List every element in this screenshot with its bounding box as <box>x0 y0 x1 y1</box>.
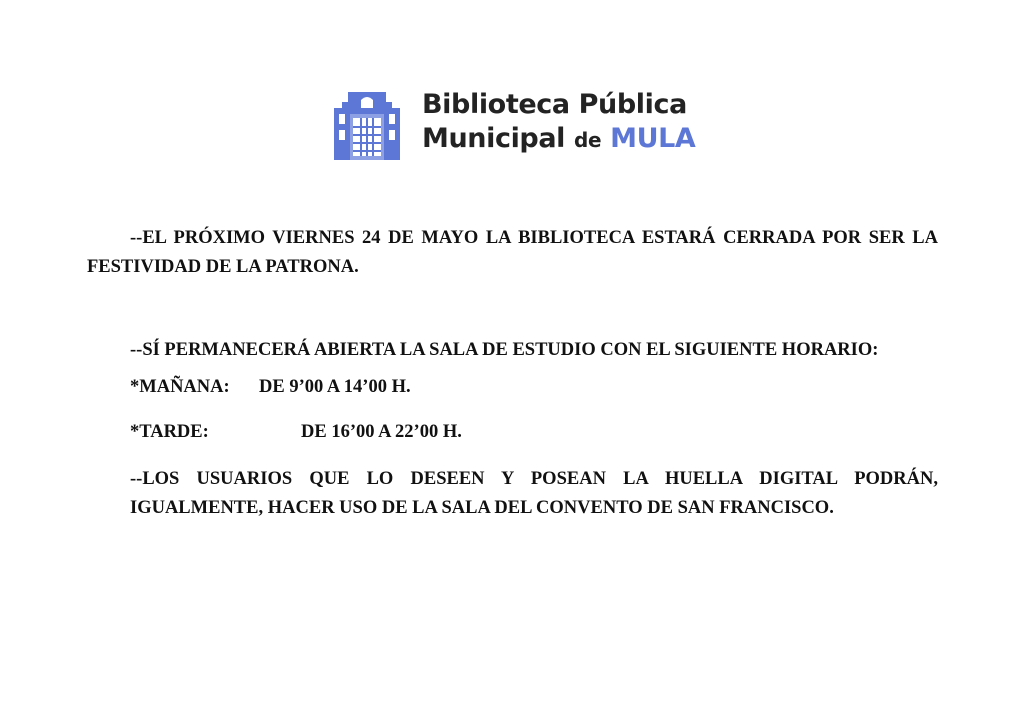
logo-municipal: Municipal <box>422 123 566 154</box>
schedule-label: *TARDE: <box>130 422 209 442</box>
logo-line-1: Biblioteca Pública <box>422 89 687 120</box>
library-building-icon <box>334 92 400 160</box>
schedule-row-afternoon <box>87 418 938 447</box>
logo-mula: MULA <box>610 123 696 154</box>
logo-line-2 <box>422 122 695 157</box>
logo-wordmark <box>422 88 695 157</box>
logo-de: de <box>574 128 602 152</box>
closure-paragraph: --EL PRÓXIMO VIERNES 24 DE MAYO LA BIBLIOTECA ESTARÁ CERRADA POR SER LA FESTIVIDAD DE LA PATRONA. <box>87 228 938 277</box>
schedule-hours: DE 9’00 A 14’00 H. <box>259 377 411 397</box>
study-room-paragraph: --SÍ PERMANECERÁ ABIERTA LA SALA DE ESTUDIO CON EL SIGUIENTE HORARIO: <box>130 340 879 360</box>
fingerprint-paragraph: --LOS USUARIOS QUE LO DESEEN Y POSEAN LA HUELLA DIGITAL PODRÁN, IGUALMENTE, HACER USO DE LA SALA DEL CONVENTO DE SAN FRANCISCO. <box>130 469 938 518</box>
library-logo <box>334 88 694 164</box>
schedule-hours: DE 16’00 A 22’00 H. <box>301 422 462 442</box>
schedule-row-morning <box>87 373 938 402</box>
schedule <box>87 373 938 447</box>
schedule-label: *MAÑANA: <box>130 377 230 397</box>
notice-body <box>87 224 938 523</box>
